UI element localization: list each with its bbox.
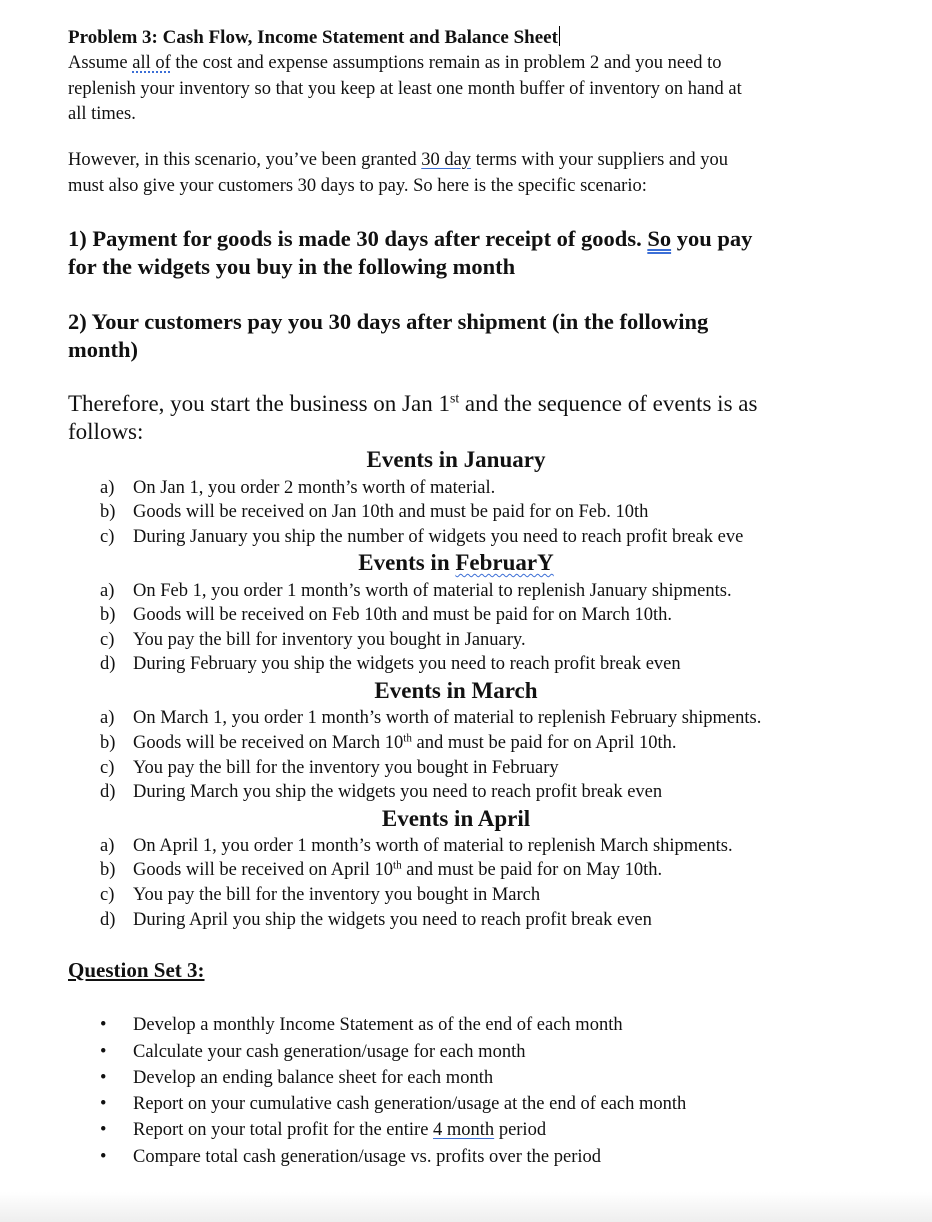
heading-february: Events in FebruarY (358, 550, 554, 575)
list-item: a) On April 1, you order 1 month’s worth of material to replenish March shipments. (100, 836, 733, 856)
list-item: d) During April you ship the widgets you need to reach profit break even (100, 910, 652, 930)
bullet-icon: • (100, 1042, 107, 1062)
intro-line-2: replenish your inventory so that you keep at least one month buffer of inventory on hand at (68, 78, 742, 99)
list-item: c) You pay the bill for the inventory you bought in February (100, 758, 559, 778)
bullet-item: • Calculate your cash generation/usage for each month (100, 1042, 526, 1062)
bullet-item: • Report on your total profit for the entire 4 month period (100, 1120, 547, 1140)
list-item: d) During March you ship the widgets you need to reach profit break even (100, 782, 663, 802)
problem-title-text: Problem 3: Cash Flow, Income Statement and Balance Sheet (68, 27, 558, 48)
heading-january: Events in January (366, 447, 546, 472)
bullet-icon: • (100, 1068, 107, 1088)
list-item: a) On Feb 1, you order 1 month’s worth of material to replenish January shipments. (100, 581, 732, 601)
spelling-flag[interactable]: FebruarY (455, 550, 554, 575)
intro-line-3: all times. (68, 104, 136, 124)
grammar-flag[interactable]: 4 month (433, 1120, 495, 1140)
list-item: b) Goods will be received on April 10th and must be paid for on May 10th. (100, 859, 663, 880)
bullet-icon: • (100, 1094, 107, 1114)
list-item: c) You pay the bill for inventory you bought in January. (100, 630, 526, 650)
list-item: b) Goods will be received on Feb 10th and must be paid for on March 10th. (100, 605, 672, 625)
list-item: a) On Jan 1, you order 2 month’s worth of material. (100, 478, 496, 498)
list-item: d) During February you ship the widgets you need to reach profit break even (100, 654, 681, 674)
heading-april: Events in April (381, 806, 531, 831)
grammar-flag[interactable]: So (647, 226, 672, 251)
statement-1: 1) Payment for goods is made 30 days after receipt of goods. So you pay for the widgets you buy in the following month (68, 226, 753, 279)
bullet-item: • Compare total cash generation/usage vs. profits over the period (100, 1147, 602, 1167)
intro-line-1: Assume all of the cost and expense assumptions remain as in problem 2 and you need to (68, 53, 722, 73)
page-bottom-shadow (0, 1192, 932, 1222)
scenario-paragraph (68, 148, 728, 199)
bullet-icon: • (100, 1015, 107, 1035)
bullet-icon: • (100, 1120, 107, 1140)
sequence-paragraph: Therefore, you start the business on Jan 1st and the sequence of events is as follows: (68, 390, 758, 444)
grammar-flag[interactable]: all of (132, 53, 171, 73)
list-item: c) During January you ship the number of widgets you need to reach profit break eve (100, 527, 744, 547)
problem-title (68, 26, 560, 49)
question-set-title: Question Set 3: (68, 958, 205, 982)
list-item: b) Goods will be received on March 10th and must be paid for on April 10th. (100, 732, 677, 753)
scenario-line-1: However, in this scenario, you’ve been granted 30 day terms with your suppliers and you (68, 150, 728, 170)
list-item: c) You pay the bill for the inventory you bought in March (100, 885, 541, 905)
bullet-icon: • (100, 1147, 107, 1167)
bullet-item: • Develop an ending balance sheet for each month (100, 1068, 494, 1088)
bullet-item: • Report on your cumulative cash generation/usage at the end of each month (100, 1094, 687, 1114)
list-item: b) Goods will be received on Jan 10th and must be paid for on Feb. 10th (100, 502, 649, 522)
scenario-line-2: must also give your customers 30 days to pay. So here is the specific scenario: (68, 175, 647, 196)
text-cursor (559, 26, 560, 46)
intro-paragraph (68, 51, 742, 128)
list-item: a) On March 1, you order 1 month’s worth of material to replenish February shipments. (100, 708, 762, 728)
heading-march: Events in March (374, 678, 538, 703)
bullet-item: • Develop a monthly Income Statement as of the end of each month (100, 1015, 623, 1035)
statement-2: 2) Your customers pay you 30 days after shipment (in the following month) (68, 309, 709, 362)
grammar-flag[interactable]: 30 day (421, 150, 472, 170)
